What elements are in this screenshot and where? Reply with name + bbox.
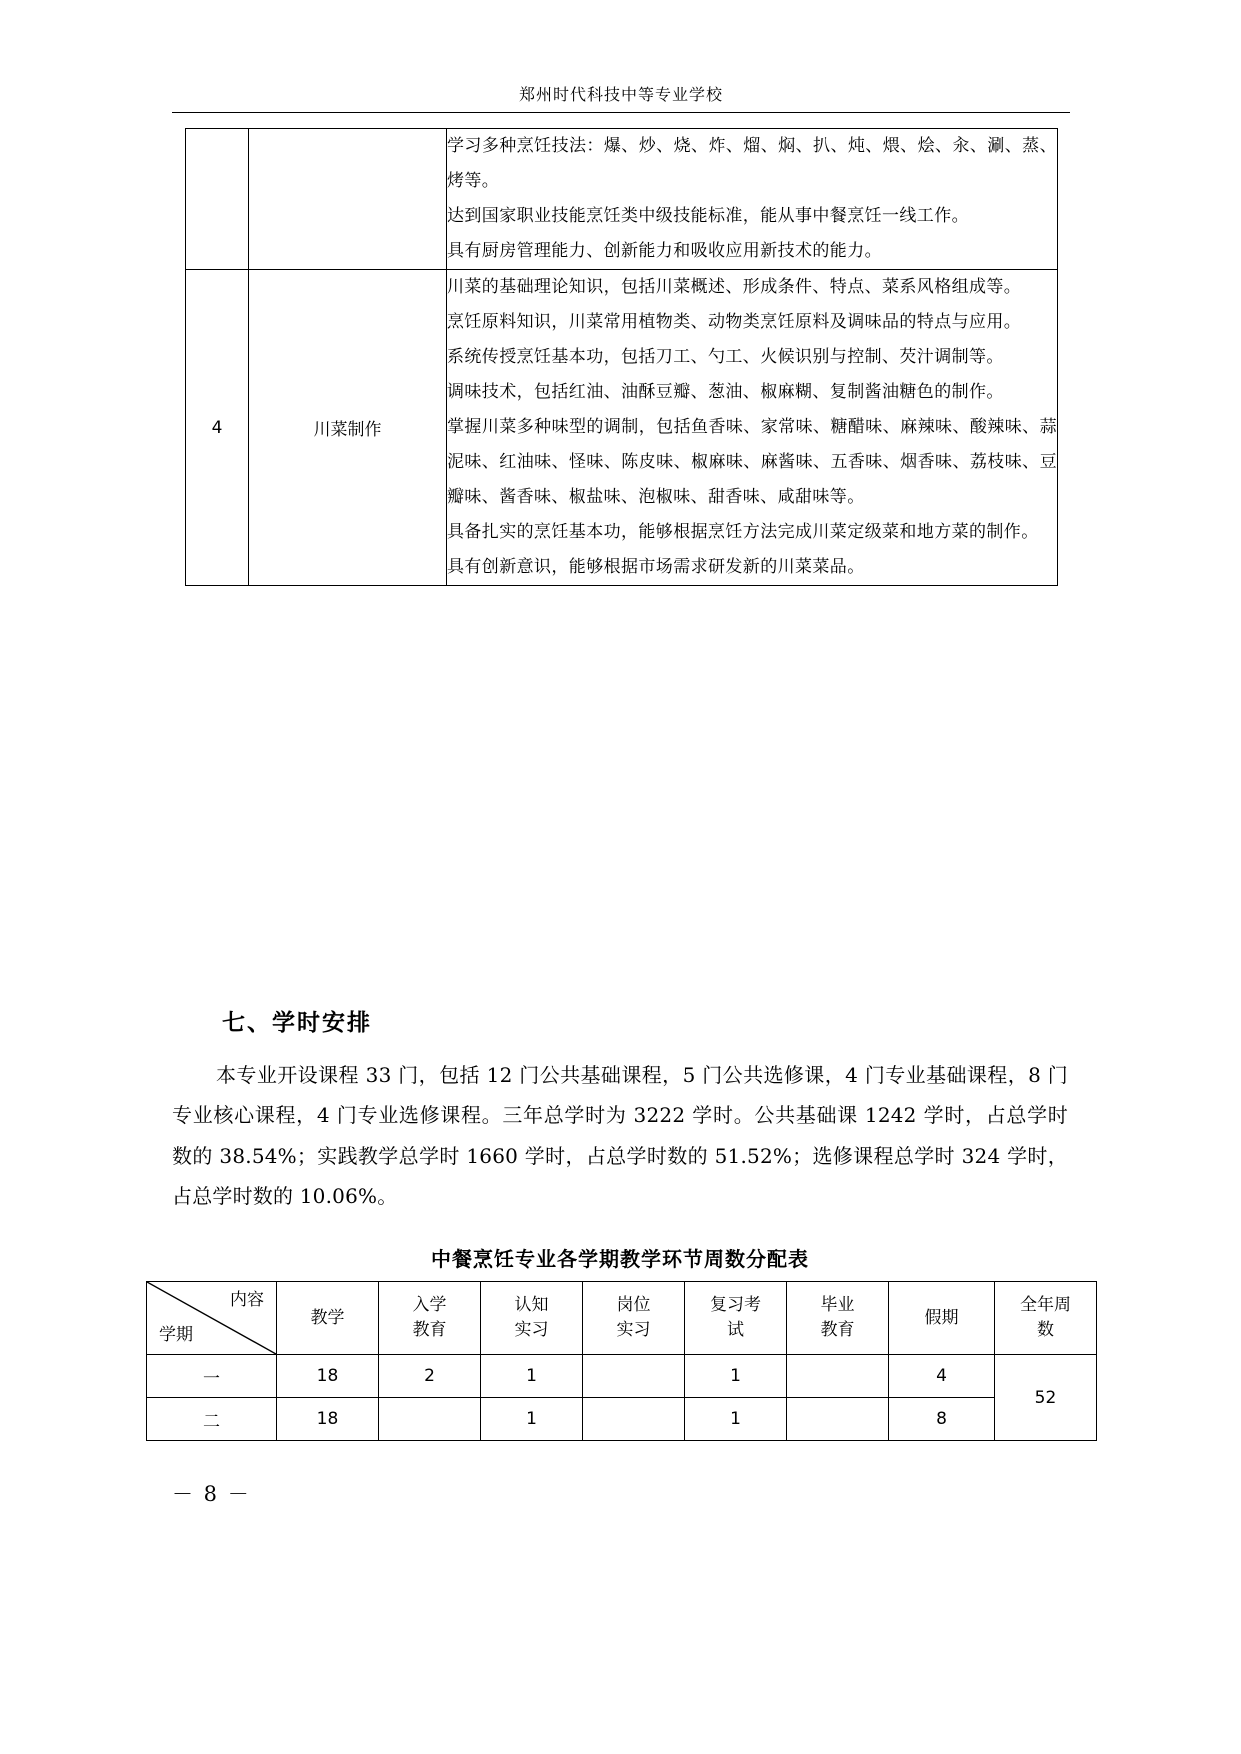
cell-post-practice [583, 1355, 685, 1398]
description-paragraph: 烹饪原料知识，川菜常用植物类、动物类烹饪原料及调味品的特点与应用。 [447, 312, 1022, 333]
header-line: 全年周 [1020, 1295, 1071, 1316]
description-paragraph: 具备扎实的烹饪基本功，能够根据烹饪方法完成川菜定级菜和地方菜的制作。 [447, 522, 1039, 543]
header-divider [172, 112, 1070, 113]
schedule-table-caption: 中餐烹饪专业各学期教学环节周数分配表 [431, 1247, 809, 1271]
course-content-table [185, 128, 1058, 586]
description-paragraph: 具有创新意识，能够根据市场需求研发新的川菜菜品。 [447, 557, 865, 578]
description-paragraph: 达到国家职业技能烹饪类中级技能标准，能从事中餐烹饪一线工作。 [447, 206, 969, 227]
column-header-graduation-education [787, 1282, 889, 1355]
cell-post-practice [583, 1398, 685, 1441]
schedule-row-term-2 [147, 1398, 1097, 1441]
cell-graduation-education [787, 1355, 889, 1398]
header-line: 入学 [412, 1295, 447, 1316]
row-course-name [249, 129, 447, 270]
cell-enrollment-education: 2 [379, 1355, 481, 1398]
cell-term: 一 [147, 1355, 277, 1398]
column-header-teaching [277, 1282, 379, 1355]
cell-teaching: 18 [277, 1398, 379, 1441]
header-line: 认知 [514, 1295, 549, 1316]
schedule-table [146, 1281, 1097, 1441]
row-description [447, 129, 1058, 270]
cell-annual-weeks: 52 [995, 1355, 1097, 1441]
row-description [447, 270, 1058, 586]
description-paragraph: 川菜的基础理论知识，包括川菜概述、形成条件、特点、菜系风格组成等。 [447, 277, 1022, 298]
description-paragraph: 具有厨房管理能力、创新能力和吸收应用新技术的能力。 [447, 241, 882, 262]
cell-graduation-education [787, 1398, 889, 1441]
description-paragraph: 掌握川菜多种味型的调制，包括鱼香味、家常味、糖醋味、麻辣味、酸辣味、蒜泥味、红油味、怪味、陈皮味、椒麻味、麻酱味、五香味、烟香味、荔枝味、豆瓣味、酱香味、椒盐味、泡椒味、甜香味、咸甜味等。 [447, 417, 1057, 508]
header-line: 试 [727, 1320, 744, 1340]
column-header-post-practice [583, 1282, 685, 1355]
row-number: 4 [186, 270, 249, 586]
cell-review-exam: 1 [685, 1398, 787, 1441]
header-line: 教育 [820, 1320, 855, 1340]
header-line: 复习考 [710, 1295, 761, 1316]
column-header-vacation [889, 1282, 995, 1355]
header-line: 教学 [310, 1307, 345, 1328]
description-paragraph: 系统传授烹饪基本功，包括刀工、勺工、火候识别与控制、芡汁调制等。 [447, 347, 1004, 368]
header-line: 实习 [514, 1320, 549, 1340]
page-header: 郑州时代科技中等专业学校 [518, 85, 723, 104]
column-header-annual-weeks [995, 1282, 1097, 1355]
cell-cognitive-practice: 1 [481, 1355, 583, 1398]
section-heading: 七、学时安排 [222, 1009, 372, 1036]
cell-review-exam: 1 [685, 1355, 787, 1398]
header-line: 毕业 [820, 1295, 855, 1316]
row-course-name: 川菜制作 [249, 270, 447, 586]
header-line: 实习 [616, 1320, 651, 1340]
column-header-enrollment-education [379, 1282, 481, 1355]
description-paragraph: 调味技术，包括红油、油酥豆瓣、葱油、椒麻糊、复制酱油糖色的制作。 [447, 382, 1004, 403]
cell-vacation: 4 [889, 1355, 995, 1398]
cell-enrollment-education [379, 1398, 481, 1441]
cell-vacation: 8 [889, 1398, 995, 1441]
row-number [186, 129, 249, 270]
column-header-cognitive-practice [481, 1282, 583, 1355]
page-number: － 8 － [172, 1482, 251, 1506]
schedule-row-term-1 [147, 1355, 1097, 1398]
cell-teaching: 18 [277, 1355, 379, 1398]
corner-label-content: 内容 [230, 1290, 264, 1310]
schedule-header-row [147, 1282, 1097, 1355]
header-line: 数 [1037, 1320, 1054, 1340]
cell-term: 二 [147, 1398, 277, 1441]
header-line: 岗位 [616, 1295, 651, 1316]
column-header-review-exam [685, 1282, 787, 1355]
table-row [186, 270, 1058, 586]
header-line: 教育 [412, 1320, 447, 1340]
schedule-corner-cell [147, 1282, 277, 1355]
cell-cognitive-practice: 1 [481, 1398, 583, 1441]
header-line: 假期 [924, 1307, 959, 1328]
table-row [186, 129, 1058, 270]
section-paragraph: 本专业开设课程 33 门，包括 12 门公共基础课程，5 门公共选修课，4 门专业基础课程，8 门专业核心课程，4 门专业选修课程。三年总学时为 3222 学时。公共基础课 1242 学时，占总学时数的 38.54%；实践教学总学时 1660 学时，占总学时数的 51.52%；选修课程总学时 324 学时，占总学时数的 10.06%。 [172, 1063, 1068, 1209]
description-paragraph: 学习多种烹饪技法：爆、炒、烧、炸、熘、焖、扒、炖、煨、烩、汆、涮、蒸、烤等。 [447, 136, 1057, 192]
corner-label-term: 学期 [159, 1325, 193, 1346]
